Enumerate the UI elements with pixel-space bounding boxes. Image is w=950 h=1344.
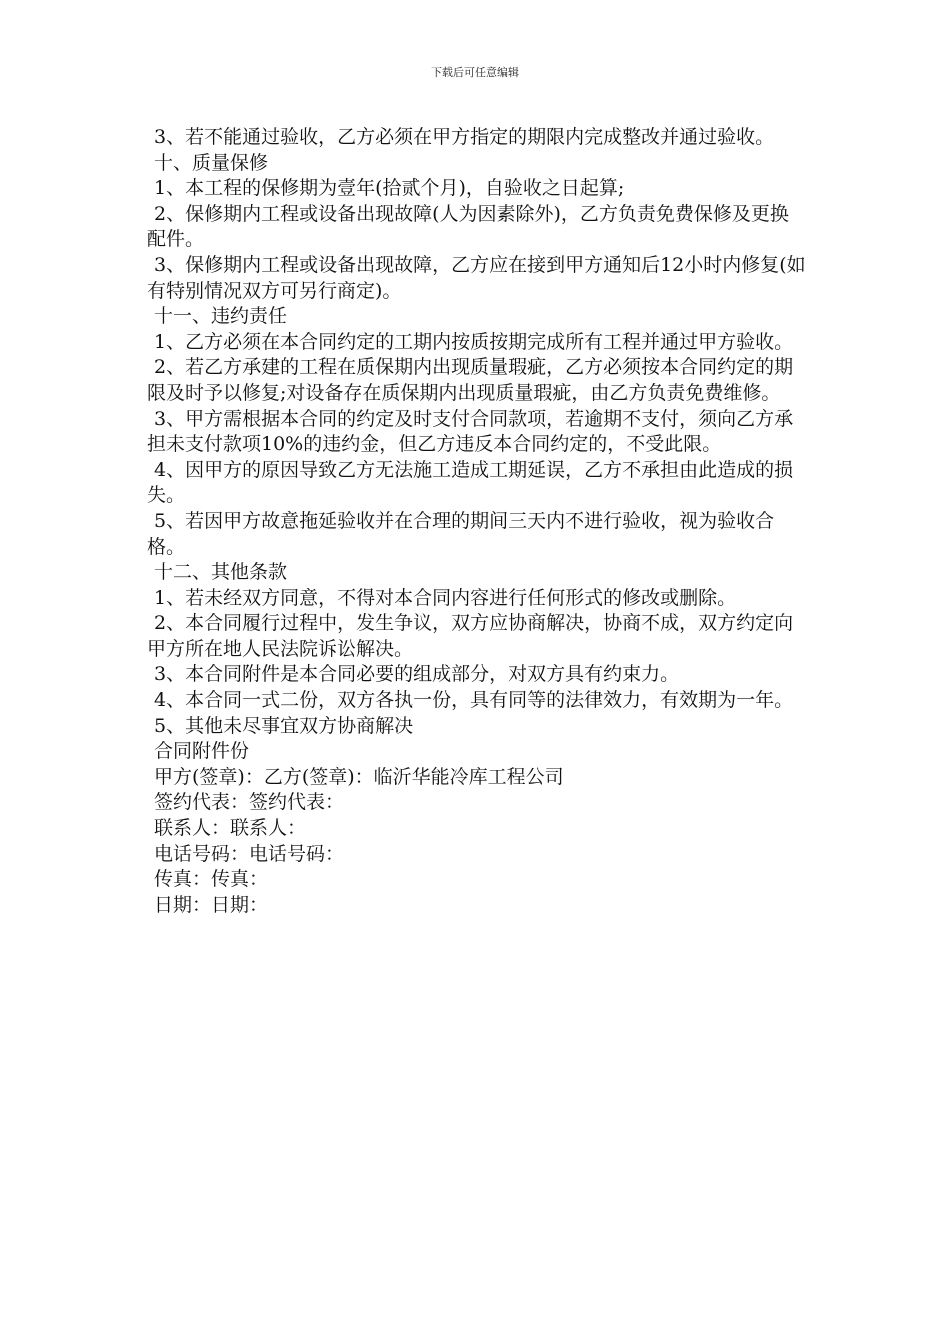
signature-representative-line: 签约代表：签约代表： xyxy=(154,791,345,814)
signature-phone-line: 电话号码：电话号码： xyxy=(154,842,345,865)
clause-other-1: 1、若未经双方同意，不得对本合同内容进行任何形式的修改或删除。 xyxy=(154,586,737,609)
section-heading-other-terms: 十二、其他条款 xyxy=(154,561,288,584)
document-body xyxy=(147,125,807,918)
clause-other-5: 5、其他未尽事宜双方协商解决 xyxy=(154,714,414,737)
signature-fax-line: 传真：传真： xyxy=(154,868,269,891)
clause-other-3: 3、本合同附件是本合同必要的组成部分，对双方具有约束力。 xyxy=(154,663,680,686)
clause-warranty-2: 2、保修期内工程或设备出现故障(人为因素除外)，乙方负责免费保修及更换配件。 xyxy=(147,202,789,251)
clause-liability-5: 5、若因甲方故意拖延验收并在合理的期间三天内不进行验收，视为验收合格。 xyxy=(147,509,775,558)
clause-warranty-3: 3、保修期内工程或设备出现故障，乙方应在接到甲方通知后12小时内修复(如有特别情况双方可另行商定)。 xyxy=(147,253,806,302)
clause-liability-4: 4、因甲方的原因导致乙方无法施工造成工期延误，乙方不承担由此造成的损失。 xyxy=(147,458,794,507)
clause-warranty-1: 1、本工程的保修期为壹年(拾贰个月)，自验收之日起算; xyxy=(154,177,625,200)
page-header-note: 下载后可任意编辑 xyxy=(431,66,519,79)
clause-liability-3: 3、甲方需根据本合同的约定及时支付合同款项，若逾期不支付，须向乙方承担未支付款项10%的违约金，但乙方违反本合同约定的，不受此限。 xyxy=(147,407,794,456)
section-heading-quality-warranty: 十、质量保修 xyxy=(154,151,269,174)
clause-10-3-paragraph: 3、若不能通过验收，乙方必须在甲方指定的期限内完成整改并通过验收。 xyxy=(154,126,775,148)
contract-attachment-line: 合同附件份 xyxy=(154,740,250,763)
signature-contact-line: 联系人：联系人： xyxy=(154,817,307,840)
signature-date-line: 日期：日期： xyxy=(154,893,269,916)
clause-liability-1: 1、乙方必须在本合同约定的工期内按质按期完成所有工程并通过甲方验收。 xyxy=(154,330,794,353)
clause-liability-2: 2、若乙方承建的工程在质保期内出现质量瑕疵，乙方必须按本合同约定的期限及时予以修复;对设备存在质保期内出现质量瑕疵，由乙方负责免费维修。 xyxy=(147,356,794,404)
clause-other-2: 2、本合同履行过程中，发生争议，双方应协商解决，协商不成，双方约定向甲方所在地人民法院诉讼解决。 xyxy=(147,612,794,660)
clause-other-4: 4、本合同一式二份，双方各执一份，具有同等的法律效力，有效期为一年。 xyxy=(154,689,794,712)
section-heading-liability: 十一、违约责任 xyxy=(154,305,288,328)
signature-parties-line: 甲方(签章)：乙方(签章)：临沂华能冷库工程公司 xyxy=(154,765,564,788)
